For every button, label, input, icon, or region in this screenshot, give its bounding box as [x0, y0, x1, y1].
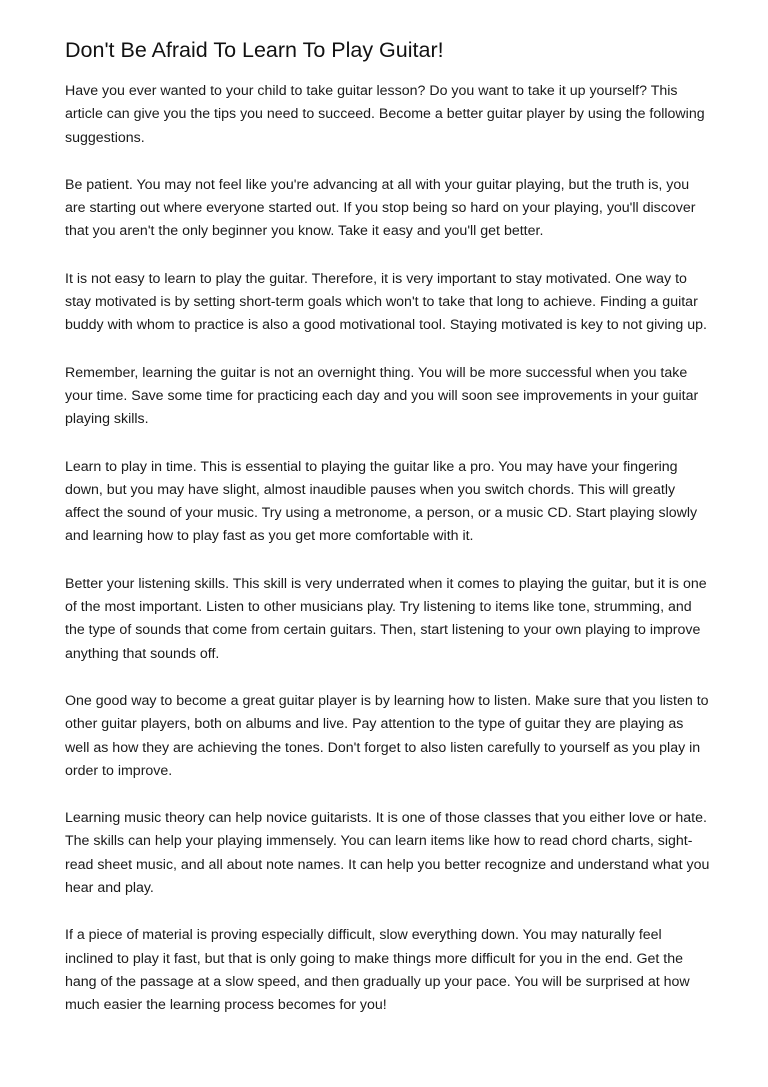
- paragraph-intro: Have you ever wanted to your child to take guitar lesson? Do you want to take it up yourself? This article can give you the tips you need to succeed. Become a better guitar player by using the following suggestions.: [65, 83, 705, 146]
- paragraph-learn-to-listen: One good way to become a great guitar player is by learning how to listen. Make sure that you listen to other guitar players, both on albums and live. Pay attention to the type of guitar they are playing as well as how they are achieving the tones. Don't forget to also listen carefully to yourself as you play in order to improve.: [65, 692, 709, 779]
- paragraph-take-your-time: Remember, learning the guitar is not an overnight thing. You will be more successful when you take your time. Save some time for practicing each day and you will soon see improvements in your guitar playing skills.: [65, 364, 699, 428]
- paragraph-slow-down: If a piece of material is proving especially difficult, slow everything down. You may naturally feel inclined to play it fast, but that is only going to make things more difficult for you in the end. Get the hang of the passage at a slow speed, and then gradually up your pace. You will be surprised at how much easier the learning process becomes for you!: [65, 927, 690, 1014]
- paragraph-play-in-time: Learn to play in time. This is essential to playing the guitar like a pro. You may have your fingering down, but you may have slight, almost inaudible pauses when you switch chords. This will greatly affect the sound of your music. Try using a metronome, a person, or a music CD. Start playing slowly and learning how to play fast as you get more comfortable with it.: [65, 458, 698, 545]
- document-page: [65, 30, 710, 1042]
- paragraph-listening-skills: Better your listening skills. This skill is very underrated when it comes to playing the guitar, but it is one of the most important. Listen to other musicians play. Try listening to items like tone, strumming, and the type of sounds that come from certain guitars. Then, start listening to your own playing to improve anything that sounds off.: [65, 575, 707, 662]
- paragraph-stay-motivated: It is not easy to learn to play the guitar. Therefore, it is very important to stay motivated. One way to stay motivated is by setting short-term goals which won't to take that long to achieve. Finding a guitar buddy with whom to practice is also a good motivational tool. Staying motivated is key to not giving up.: [65, 270, 707, 334]
- page-title: Don't Be Afraid To Learn To Play Guitar!: [65, 38, 444, 62]
- paragraph-music-theory: Learning music theory can help novice guitarists. It is one of those classes that you either love or hate. The skills can help your playing immensely. You can learn items like how to read chord charts, sight-read sheet music, and all about note names. It can help you better recognize and understand what you hear and play.: [65, 810, 710, 897]
- paragraph-be-patient: Be patient. You may not feel like you're advancing at all with your guitar playing, but the truth is, you are starting out where everyone started out. If you stop being so hard on your playing, you'll discover that you aren't the only beginner you know. Take it easy and you'll get better.: [65, 176, 696, 240]
